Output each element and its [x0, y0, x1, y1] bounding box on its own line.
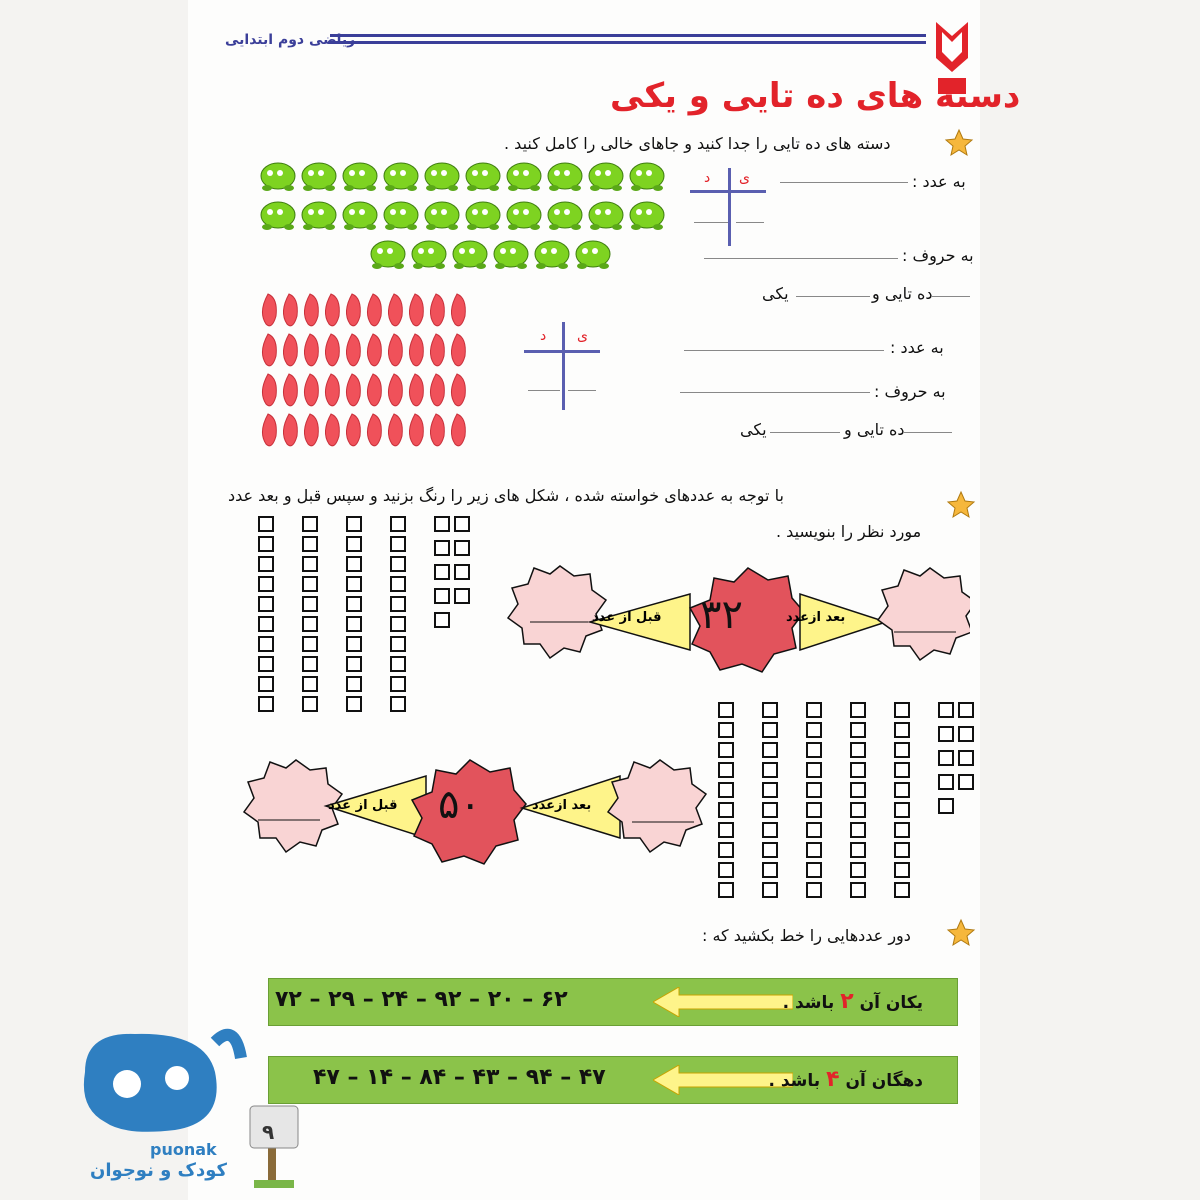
bean-icon [409, 374, 423, 406]
section2-instruction-1: با توجه به عددهای خواسته شده ، شکل های زیر را رنگ بزنید و سپس قبل و بعد عدد [228, 486, 784, 505]
circle-row-tens [268, 1056, 958, 1104]
turtle-icon [384, 163, 418, 191]
bean-icon [304, 334, 318, 366]
star-icon [944, 128, 974, 158]
section2-instruction-2: مورد نظر را بنویسید . [776, 522, 922, 541]
ten-rod[interactable] [806, 702, 822, 902]
turtle-icon [507, 202, 541, 230]
turtle-icon [384, 202, 418, 230]
bean-icon [430, 334, 444, 366]
turtle-icon [548, 163, 582, 191]
bean-icon [451, 414, 465, 446]
label-number: به عدد : [912, 172, 966, 191]
bean-icon [262, 294, 276, 326]
turtle-icon [302, 163, 336, 191]
turtle-icon [589, 202, 623, 230]
bean-icon [409, 334, 423, 366]
turtle-icon [507, 163, 541, 191]
turtle-icon [589, 163, 623, 191]
turtles-icon [258, 158, 678, 278]
bean-icon [388, 294, 402, 326]
place-value-chart: ی د [524, 322, 600, 410]
ten-rod[interactable] [762, 702, 778, 902]
bean-icon [430, 414, 444, 446]
bean-icon [283, 294, 297, 326]
ten-rod[interactable] [346, 516, 362, 716]
pv-blank[interactable] [736, 222, 764, 223]
turtle-icon [343, 163, 377, 191]
row2-label: دهگان آن ۴ باشد . [768, 1067, 923, 1092]
turtle-icon [412, 241, 446, 269]
arrow-left-icon [653, 987, 793, 1017]
bean-icon [430, 294, 444, 326]
brand-tagline: کودک و نوجوان [90, 1160, 227, 1181]
bean-icon [325, 374, 339, 406]
bean-icon [262, 374, 276, 406]
ones-input[interactable] [770, 432, 840, 433]
page-title: دسته های ده تایی و یکی [610, 76, 1021, 116]
bean-icon [451, 294, 465, 326]
bean-icon [346, 334, 360, 366]
grade-label: ریاضی دوم ابتدایی [225, 32, 356, 48]
turtle-icon [535, 241, 569, 269]
turtle-icon [425, 202, 459, 230]
letters-input[interactable] [704, 258, 898, 259]
number-input[interactable] [684, 350, 884, 351]
star-icon [946, 490, 976, 520]
bean-icon [388, 374, 402, 406]
turtle-icon [261, 202, 295, 230]
ten-rod[interactable] [718, 702, 734, 902]
numbers-row2[interactable]: ۴۷ – ۱۴ – ۸۴ – ۴۳ – ۹۴ – ۴۷ [313, 1065, 606, 1090]
turtle-icon [630, 163, 664, 191]
after-label: بعد ازعدد [532, 798, 592, 813]
bean-icon [409, 294, 423, 326]
turtle-icon [630, 202, 664, 230]
ten-rod[interactable] [894, 702, 910, 902]
label-ones: یکی [762, 284, 789, 303]
bean-icon [367, 294, 381, 326]
pv-blank[interactable] [694, 222, 728, 223]
bean-icon [388, 414, 402, 446]
label-letters: به حروف : [874, 382, 946, 401]
label-letters: به حروف : [902, 246, 974, 265]
ten-rod[interactable] [390, 516, 406, 716]
bean-icon [325, 294, 339, 326]
turtle-icon [466, 202, 500, 230]
bean-icon [367, 374, 381, 406]
bean-icon [430, 374, 444, 406]
ten-rod[interactable] [258, 516, 274, 716]
turtle-icon [343, 202, 377, 230]
after-label: بعد ازعدد [786, 610, 846, 625]
before-label: قبل از عدد [328, 798, 398, 813]
turtle-icon [548, 202, 582, 230]
ten-rod[interactable] [850, 702, 866, 902]
pv-blank[interactable] [568, 390, 596, 391]
page-number: ۹ [262, 1120, 275, 1144]
header-line [330, 34, 926, 37]
bean-icon [388, 334, 402, 366]
turtle-icon [453, 241, 487, 269]
bean-icon [325, 414, 339, 446]
bean-icon [325, 334, 339, 366]
bean-icon [262, 414, 276, 446]
bean-icon [346, 414, 360, 446]
bean-icon [451, 334, 465, 366]
bean-icon [283, 334, 297, 366]
bean-icon [367, 414, 381, 446]
circle-row-ones [268, 978, 958, 1026]
pv-blank[interactable] [528, 390, 560, 391]
brand-latin: puonak [150, 1140, 217, 1159]
turtle-icon [576, 241, 610, 269]
header-line [330, 41, 926, 44]
bean-icon [304, 374, 318, 406]
bean-icon [283, 374, 297, 406]
turtle-icon [494, 241, 528, 269]
section1-instruction: دسته های ده تایی را جدا کنید و جاهای خالی را کامل کنید . [504, 134, 891, 153]
label-tens: ده تایی و [872, 284, 933, 303]
bean-icon [304, 294, 318, 326]
star-icon [946, 918, 976, 948]
ones-blocks[interactable] [434, 516, 478, 636]
place-value-chart: ی د [690, 168, 766, 246]
ones-input[interactable] [796, 296, 870, 297]
ten-rod[interactable] [302, 516, 318, 716]
numbers-row1[interactable]: ۷۲ – ۲۹ – ۲۴ – ۹۲ – ۲۰ – ۶۲ [275, 987, 568, 1012]
row1-label: یکان آن ۲ باشد . [782, 989, 923, 1014]
bean-icon [304, 414, 318, 446]
target-number: ۵۰ [438, 782, 481, 828]
tens-input[interactable] [904, 432, 952, 433]
turtle-icon [371, 241, 405, 269]
target-number: ۳۲ [700, 592, 743, 638]
tens-input[interactable] [932, 296, 970, 297]
bean-icon [409, 414, 423, 446]
bean-icon [367, 334, 381, 366]
label-number: به عدد : [890, 338, 944, 357]
number-input[interactable] [780, 182, 908, 183]
bean-icon [346, 374, 360, 406]
turtle-icon [261, 163, 295, 191]
section3-instruction: دور عددهایی را خط بکشید که : [702, 926, 911, 945]
bean-icon [346, 294, 360, 326]
ones-blocks[interactable] [938, 702, 982, 822]
label-ones: یکی [740, 420, 767, 439]
turtle-icon [302, 202, 336, 230]
turtle-icon [425, 163, 459, 191]
letters-input[interactable] [680, 392, 870, 393]
bean-icon [451, 374, 465, 406]
bean-icon [283, 414, 297, 446]
before-label: قبل از عدد [592, 610, 662, 625]
beans-icon [258, 292, 468, 457]
turtle-icon [466, 163, 500, 191]
label-tens: ده تایی و [844, 420, 905, 439]
bean-icon [262, 334, 276, 366]
